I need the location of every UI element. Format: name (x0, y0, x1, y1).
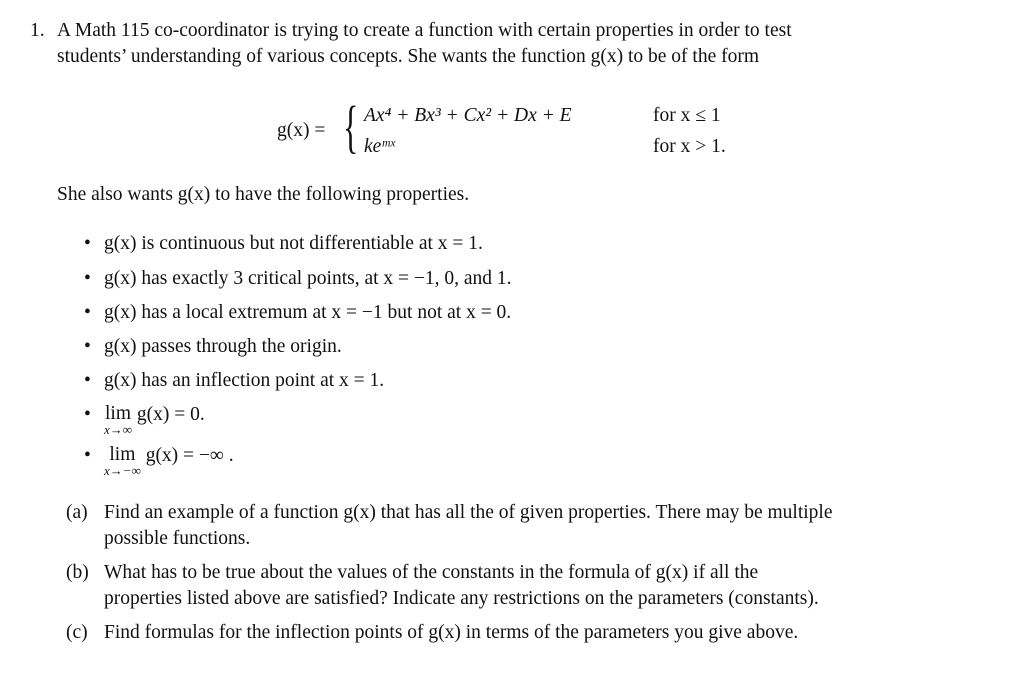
list-item: g(x) passes through the origin. (104, 336, 342, 357)
lim-subscript: x→−∞ (104, 463, 141, 478)
case2-condition: for x > 1. (653, 136, 726, 157)
part-text: What has to be true about the values of the constants in the formula of g(x) if all the (104, 562, 759, 583)
intro-line: A Math 115 co-coordinator is trying to create a function with certain properties in order to test (57, 20, 792, 41)
problem-number: 1. (30, 20, 45, 41)
part-label: (c) (66, 622, 88, 643)
piecewise-lhs: g(x) = (277, 120, 326, 141)
limit-expression: g(x) = 0. (136, 404, 205, 425)
list-item: g(x) has exactly 3 critical points, at x = −1, 0, and 1. (104, 268, 512, 289)
bullet-icon: • (84, 404, 91, 425)
lim-subscript: x→∞ (104, 422, 133, 437)
case2-expression: keᵐˣ (364, 136, 395, 157)
brace-symbol: { (343, 94, 359, 159)
bullet-icon: • (84, 370, 91, 391)
bullet-icon: • (84, 233, 91, 254)
case1-expression: Ax⁴ + Bx³ + Cx² + Dx + E (364, 105, 572, 126)
case1-condition: for x ≤ 1 (653, 105, 721, 126)
list-item: g(x) has an inflection point at x = 1. (104, 370, 385, 391)
list-item-limit (104, 445, 234, 477)
part-text: properties listed above are satisfied? Indicate any restrictions on the parameters (constants). (104, 588, 819, 609)
part-label: (b) (66, 562, 89, 583)
list-item-limit (104, 404, 205, 436)
list-item: g(x) has a local extremum at x = −1 but not at x = 0. (104, 302, 512, 323)
intro-line: students’ understanding of various concepts. She wants the function g(x) to be of the form (57, 46, 760, 67)
bullet-icon: • (84, 445, 91, 466)
limit-expression: g(x) = −∞ . (145, 445, 234, 466)
part-text: Find an example of a function g(x) that has all the of given properties. There may be multiple (104, 502, 833, 523)
part-label: (a) (66, 502, 88, 523)
bullet-icon: • (84, 302, 91, 323)
lim-label: lim (109, 444, 136, 465)
bullet-icon: • (84, 268, 91, 289)
part-text: possible functions. (104, 528, 251, 549)
properties-intro: She also wants g(x) to have the following properties. (57, 184, 470, 205)
list-item: g(x) is continuous but not differentiable at x = 1. (104, 233, 483, 254)
part-text: Find formulas for the inflection points of g(x) in terms of the parameters you give above. (104, 622, 799, 643)
lim-label: lim (105, 403, 132, 424)
bullet-icon: • (84, 336, 91, 357)
